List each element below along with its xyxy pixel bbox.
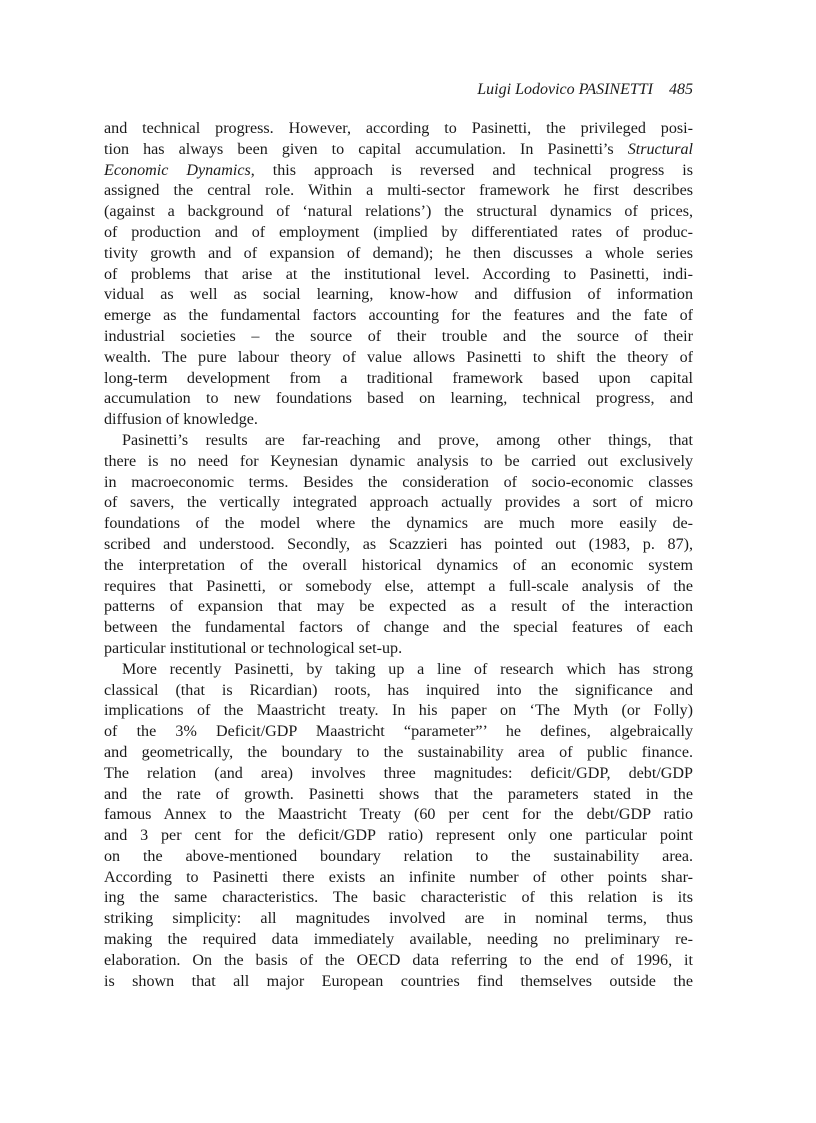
text-segment: vidual as well as social learning, know-how and diffusion of information — [104, 286, 693, 304]
text-segment: scribed and understood. Secondly, as Scazzieri has pointed out (1983, p. 87), — [104, 535, 693, 553]
text-segment: , this approach is reversed and technical progress is — [250, 161, 693, 179]
text-segment: requires that Pasinetti, or somebody else, attempt a full-scale analysis of the — [104, 577, 693, 595]
text-segment: and 3 per cent for the deficit/GDP ratio) represent only one particular point — [104, 827, 693, 845]
text-line — [104, 244, 693, 265]
text-line — [104, 597, 693, 618]
text-line — [104, 556, 693, 577]
text-segment: is shown that all major European countries find themselves outside the — [104, 972, 693, 990]
text-line — [104, 431, 693, 452]
text-line — [104, 389, 693, 410]
text-segment: ing the same characteristics. The basic characteristic of this relation is its — [104, 889, 693, 907]
text-line — [104, 369, 693, 390]
text-line — [104, 972, 693, 993]
text-segment: there is no need for Keynesian dynamic analysis to be carried out exclusively — [104, 452, 693, 470]
text-segment: More recently Pasinetti, by taking up a line of research which has strong — [122, 660, 693, 678]
italic-title: Structural — [627, 140, 693, 158]
text-segment: According to Pasinetti there exists an infinite number of other points shar- — [104, 868, 693, 886]
text-segment: making the required data immediately available, needing no preliminary re- — [104, 931, 693, 949]
text-segment: on the above-mentioned boundary relation to the sustainability area. — [104, 847, 693, 865]
text-line — [104, 202, 693, 223]
paragraph — [104, 431, 693, 660]
text-line — [104, 868, 693, 889]
text-segment: of problems that arise at the institutional level. According to Pasinetti, indi- — [104, 265, 693, 283]
text-line — [104, 639, 693, 660]
text-line — [104, 660, 693, 681]
paragraph — [104, 660, 693, 993]
text-line — [104, 909, 693, 930]
text-segment: industrial societies – the source of their trouble and the source of their — [104, 327, 693, 345]
text-segment: accumulation to new foundations based on learning, technical progress, and — [104, 390, 693, 408]
italic-title: Economic Dynamics — [104, 161, 251, 179]
running-header-author: Luigi Lodovico PASINETTI — [477, 81, 653, 98]
text-segment: tivity growth and of expansion of demand); he then discusses a whole series — [104, 244, 693, 262]
text-line — [104, 805, 693, 826]
text-segment: and geometrically, the boundary to the sustainability area of public finance. — [104, 743, 693, 761]
text-segment: elaboration. On the basis of the OECD data referring to the end of 1996, it — [104, 951, 693, 969]
text-segment: of the 3% Deficit/GDP Maastricht “parameter”’ he defines, algebraically — [104, 723, 693, 741]
text-line — [104, 951, 693, 972]
paragraph — [104, 119, 693, 431]
text-line — [104, 847, 693, 868]
text-line — [104, 140, 693, 161]
text-line — [104, 514, 693, 535]
text-line — [104, 764, 693, 785]
text-line — [104, 743, 693, 764]
text-segment: in macroeconomic terms. Besides the consideration of socio-economic classes — [104, 473, 693, 491]
text-line — [104, 930, 693, 951]
running-header — [104, 80, 693, 100]
text-segment: long-term development from a traditional framework based upon capital — [104, 369, 693, 387]
text-line — [104, 223, 693, 244]
text-line — [104, 722, 693, 743]
text-segment: (against a background of ‘natural relations’) the structural dynamics of prices, — [104, 203, 693, 221]
text-segment: and the rate of growth. Pasinetti shows that the parameters stated in the — [104, 785, 693, 803]
text-line — [104, 493, 693, 514]
text-line — [104, 535, 693, 556]
text-segment: between the fundamental factors of change and the special features of each — [104, 619, 693, 637]
text-line — [104, 681, 693, 702]
text-segment: and technical progress. However, according to Pasinetti, the privileged posi- — [104, 120, 693, 137]
text-segment: classical (that is Ricardian) roots, has inquired into the significance and — [104, 681, 693, 699]
text-line — [104, 785, 693, 806]
body-text — [104, 119, 693, 992]
text-line — [104, 161, 693, 182]
text-segment: foundations of the model where the dynamics are much more easily de- — [104, 515, 693, 533]
text-segment: Pasinetti’s results are far-reaching and prove, among other things, that — [122, 431, 693, 449]
text-segment: The relation (and area) involves three magnitudes: deficit/GDP, debt/GDP — [104, 764, 693, 782]
text-line — [104, 452, 693, 473]
text-line — [104, 410, 693, 431]
page-number: 485 — [669, 81, 693, 98]
text-line — [104, 701, 693, 722]
text-segment: famous Annex to the Maastricht Treaty (60 per cent for the debt/GDP ratio — [104, 806, 693, 824]
text-line — [104, 618, 693, 639]
text-line — [104, 826, 693, 847]
text-segment: patterns of expansion that may be expected as a result of the interaction — [104, 598, 693, 616]
text-line — [104, 473, 693, 494]
text-line — [104, 119, 693, 140]
text-segment: the interpretation of the overall historical dynamics of an economic system — [104, 556, 693, 574]
text-line — [104, 285, 693, 306]
text-line — [104, 888, 693, 909]
text-segment: tion has always been given to capital accumulation. In Pasinetti’s — [104, 140, 628, 158]
text-segment: assigned the central role. Within a multi-sector framework he first describes — [104, 182, 693, 200]
text-line — [104, 348, 693, 369]
text-segment: implications of the Maastricht treaty. In his paper on ‘The Myth (or Folly) — [104, 702, 693, 720]
text-line — [104, 306, 693, 327]
text-segment: of savers, the vertically integrated approach actually provides a sort of micro — [104, 494, 693, 512]
text-segment: particular institutional or technological set-up. — [104, 639, 403, 657]
text-segment: wealth. The pure labour theory of value allows Pasinetti to shift the theory of — [104, 348, 693, 366]
text-segment: striking simplicity: all magnitudes involved are in nominal terms, thus — [104, 910, 693, 928]
text-line — [104, 577, 693, 598]
text-segment: of production and of employment (implied by differentiated rates of produc- — [104, 223, 693, 241]
text-line — [104, 327, 693, 348]
text-segment: diffusion of knowledge. — [104, 411, 258, 429]
text-segment: emerge as the fundamental factors accounting for the features and the fate of — [104, 307, 693, 325]
text-line — [104, 181, 693, 202]
text-line — [104, 265, 693, 286]
